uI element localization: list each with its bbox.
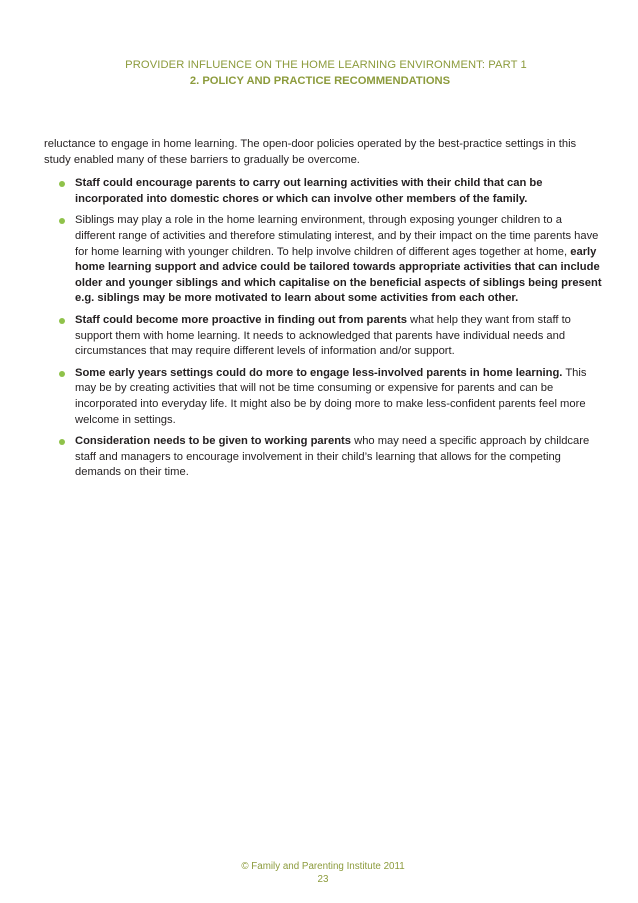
bullet-icon xyxy=(59,218,65,224)
running-header xyxy=(0,57,638,89)
list-item-bold-text: Staff could encourage parents to carry out learning activities with their child that can be incorporated into domestic chores or which can involve other members of the family. xyxy=(75,177,543,205)
bullet-icon xyxy=(59,181,65,187)
list-item-text: what help they want from staff to support them with home learning. It needs to acknowledged that parents have individual needs and circumstances that may require different levels of information and/or support. xyxy=(75,313,571,358)
list-item-text: Siblings may play a role in the home learning environment, through exposing younger children to a different range of activities and therefore stimulating interest, and by their impact on the time parents have for home learning with younger children. To help involve children of different ages together at home, xyxy=(75,214,599,258)
list-item-bold-text: early home learning support and advice could be tailored towards appropriate activities that can include older and younger siblings and which capitalise on the beneficial aspects of siblings being present e.g. siblings may be more motivated to learn about some activities from each other. xyxy=(75,245,602,305)
header-section-title: 2. POLICY AND PRACTICE RECOMMENDATIONS xyxy=(189,75,451,87)
list-item-bold-text: Staff could become more proactive in finding out from parents xyxy=(75,313,407,326)
bullet-icon xyxy=(59,371,65,377)
recommendations-list xyxy=(44,176,604,481)
list-item-text: This may be by creating activities that will not be time consuming or expensive for parents and can be incorporated into everyday life. It might also be by doing more to make less-confident parents feel more welcome in settings. xyxy=(75,366,587,426)
list-item-text: who may need a specific approach by childcare staff and managers to encourage involvement in their child’s learning that allows for the competing demands on their time. xyxy=(75,435,590,479)
bullet-icon xyxy=(59,439,65,445)
list-item xyxy=(44,213,604,307)
bullet-icon xyxy=(59,318,65,324)
copyright-text: © Family and Parenting Institute 2011 xyxy=(241,861,405,872)
list-item xyxy=(44,366,604,428)
list-item-bold-text: Some early years settings could do more to engage less-involved parents in home learning. xyxy=(75,366,563,379)
list-item xyxy=(44,176,604,207)
page-number: 23 xyxy=(317,874,329,885)
intro-paragraph: reluctance to engage in home learning. The open-door policies operated by the best-practice settings in this study enabled many of these barriers to gradually be overcome. xyxy=(44,138,577,166)
body-content xyxy=(44,137,604,487)
list-item-bold-text: Consideration needs to be given to working parents xyxy=(75,435,351,448)
header-title: PROVIDER INFLUENCE ON THE HOME LEARNING ENVIRONMENT: PART 1 xyxy=(125,59,527,71)
page-footer xyxy=(0,860,638,886)
list-item xyxy=(44,434,604,481)
list-item xyxy=(44,313,604,360)
